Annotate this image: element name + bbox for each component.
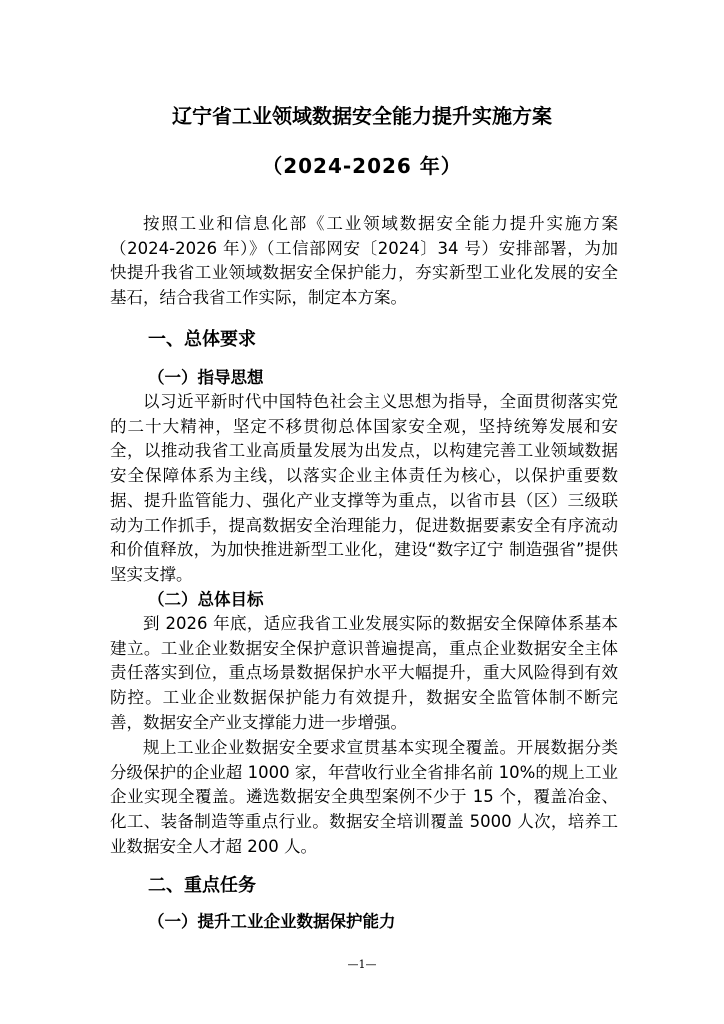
section-2-heading: 二、重点任务 (148, 875, 256, 896)
section-2-sub-1-heading: （一）提升工业企业数据保护能力 (148, 912, 396, 931)
overall-goal-paragraph-2: 规上工业企业数据安全要求宣贯基本实现全覆盖。开展数据分类分级保护的企业超 1000 家，年营收行业全省排名前 10%的规上工业企业实现全覆盖。遴选数据安全典型案例不少于 15 个，覆盖冶金、化工、装备制造等重点行业。数据安全培训覆盖 5000 人次，培养工业数据安全人才超 200 人。 (110, 738, 618, 856)
guiding-thought-paragraph: 以习近平新时代中国特色社会主义思想为指导，全面贯彻落实党的二十大精神，坚定不移贯彻总体国家安全观，坚持统筹发展和安全，以推动我省工业高质量发展为出发点，以构建完善工业领域数据安全保障体系为主线，以落实企业主体责任为核心，以保护重要数据、提升监管能力、强化产业支撑等为重点，以省市县（区）三级联动为工作抓手，提高数据安全治理能力，促进数据要素安全有序流动和价值释放，为加快推进新型工业化，建设“数字辽宁 制造强省”提供坚实支撑。 (110, 392, 618, 584)
page-number: —1— (347, 958, 377, 971)
section-1-sub-1-heading: （一）指导思想 (148, 368, 264, 387)
intro-paragraph: 按照工业和信息化部《工业领域数据安全能力提升实施方案（2024-2026 年）》（工信部网安〔2024〕34 号）安排部署，为加快提升我省工业领域数据安全保护能力，夯实新型工业化发展的安全基石，结合我省工作实际，制定本方案。 (110, 214, 618, 308)
document-subtitle: （2024-2026 年） (262, 154, 462, 178)
document-title: 辽宁省工业领域数据安全能力提升实施方案 (172, 104, 552, 128)
overall-goal-paragraph-1: 到 2026 年底，适应我省工业发展实际的数据安全保障体系基本建立。工业企业数据安全保护意识普遍提高，重点企业数据安全主体责任落实到位，重点场景数据保护水平大幅提升，重大风险得到有效防控。工业企业数据保护能力有效提升，数据安全监管体制不断完善，数据安全产业支撑能力进一步增强。 (110, 614, 618, 732)
section-1-sub-2-heading: （二）总体目标 (148, 590, 264, 609)
section-1-heading: 一、总体要求 (148, 329, 256, 350)
